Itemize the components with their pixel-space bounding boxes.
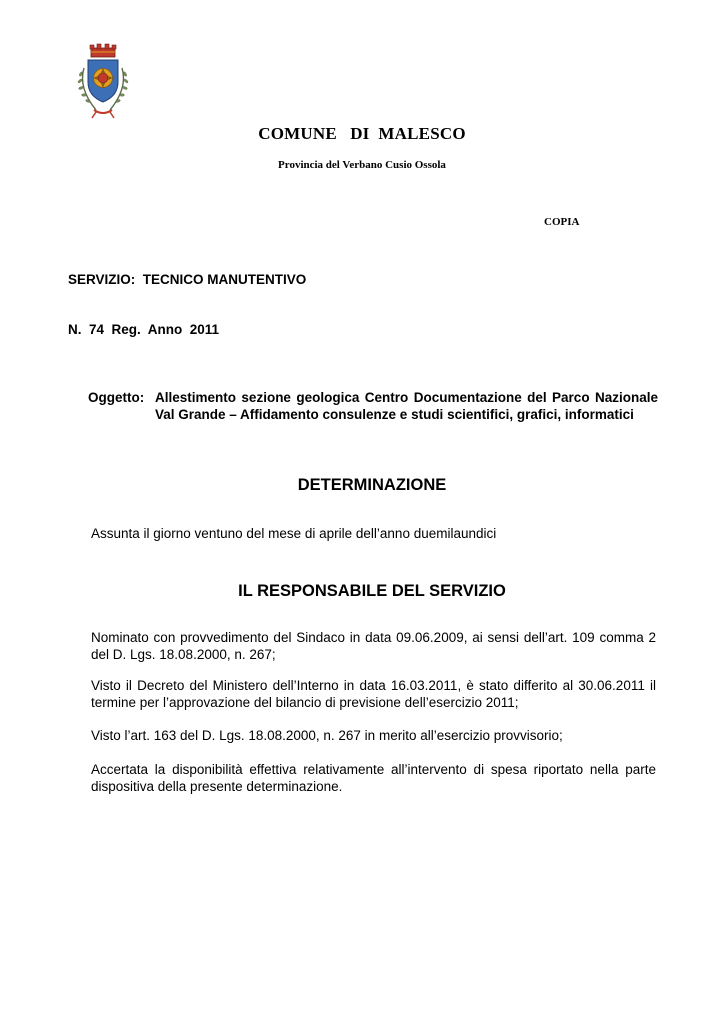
municipal-crest-icon (72, 40, 134, 124)
register-number: N. 74 Reg. Anno 2011 (68, 322, 220, 337)
paragraph-decreto: Visto il Decreto del Ministero dell’Interno in data 16.03.2011, è stato differito al 30.06.2011 il termine per l’approvazione del bilancio di previsione dell’esercizio 2011; (91, 678, 656, 710)
municipality-name: COMUNE DI MALESCO (258, 124, 466, 143)
subject-label: Oggetto: (88, 390, 145, 405)
adoption-date-line: Assunta il giorno ventuno del mese di aprile dell’anno duemilaundici (91, 526, 497, 541)
subject-block (88, 389, 658, 423)
subject-text: Allestimento sezione geologica Centro Documentazione del Parco Nazionale Val Grande – Affidamento consulenze e studi scientifici, grafici, informatici (155, 390, 658, 422)
province-name: Provincia del Verbano Cusio Ossola (278, 159, 446, 171)
paragraph-art163: Visto l’art. 163 del D. Lgs. 18.08.2000, n. 267 in merito all’esercizio provvisorio; (91, 728, 563, 743)
responsible-title: IL RESPONSABILE DEL SERVIZIO (238, 582, 506, 600)
copy-label: COPIA (544, 216, 580, 228)
determination-title: DETERMINAZIONE (297, 476, 447, 494)
paragraph-accertata: Accertata la disponibilità effettiva relativamente all’intervento di spesa riportato nella parte dispositiva della presente determinazione. (91, 762, 656, 794)
paragraph-nominato: Nominato con provvedimento del Sindaco in data 09.06.2009, ai sensi dell’art. 109 comma 2 del D. Lgs. 18.08.2000, n. 267; (91, 630, 656, 662)
service-line: SERVIZIO: TECNICO MANUTENTIVO (68, 272, 307, 287)
